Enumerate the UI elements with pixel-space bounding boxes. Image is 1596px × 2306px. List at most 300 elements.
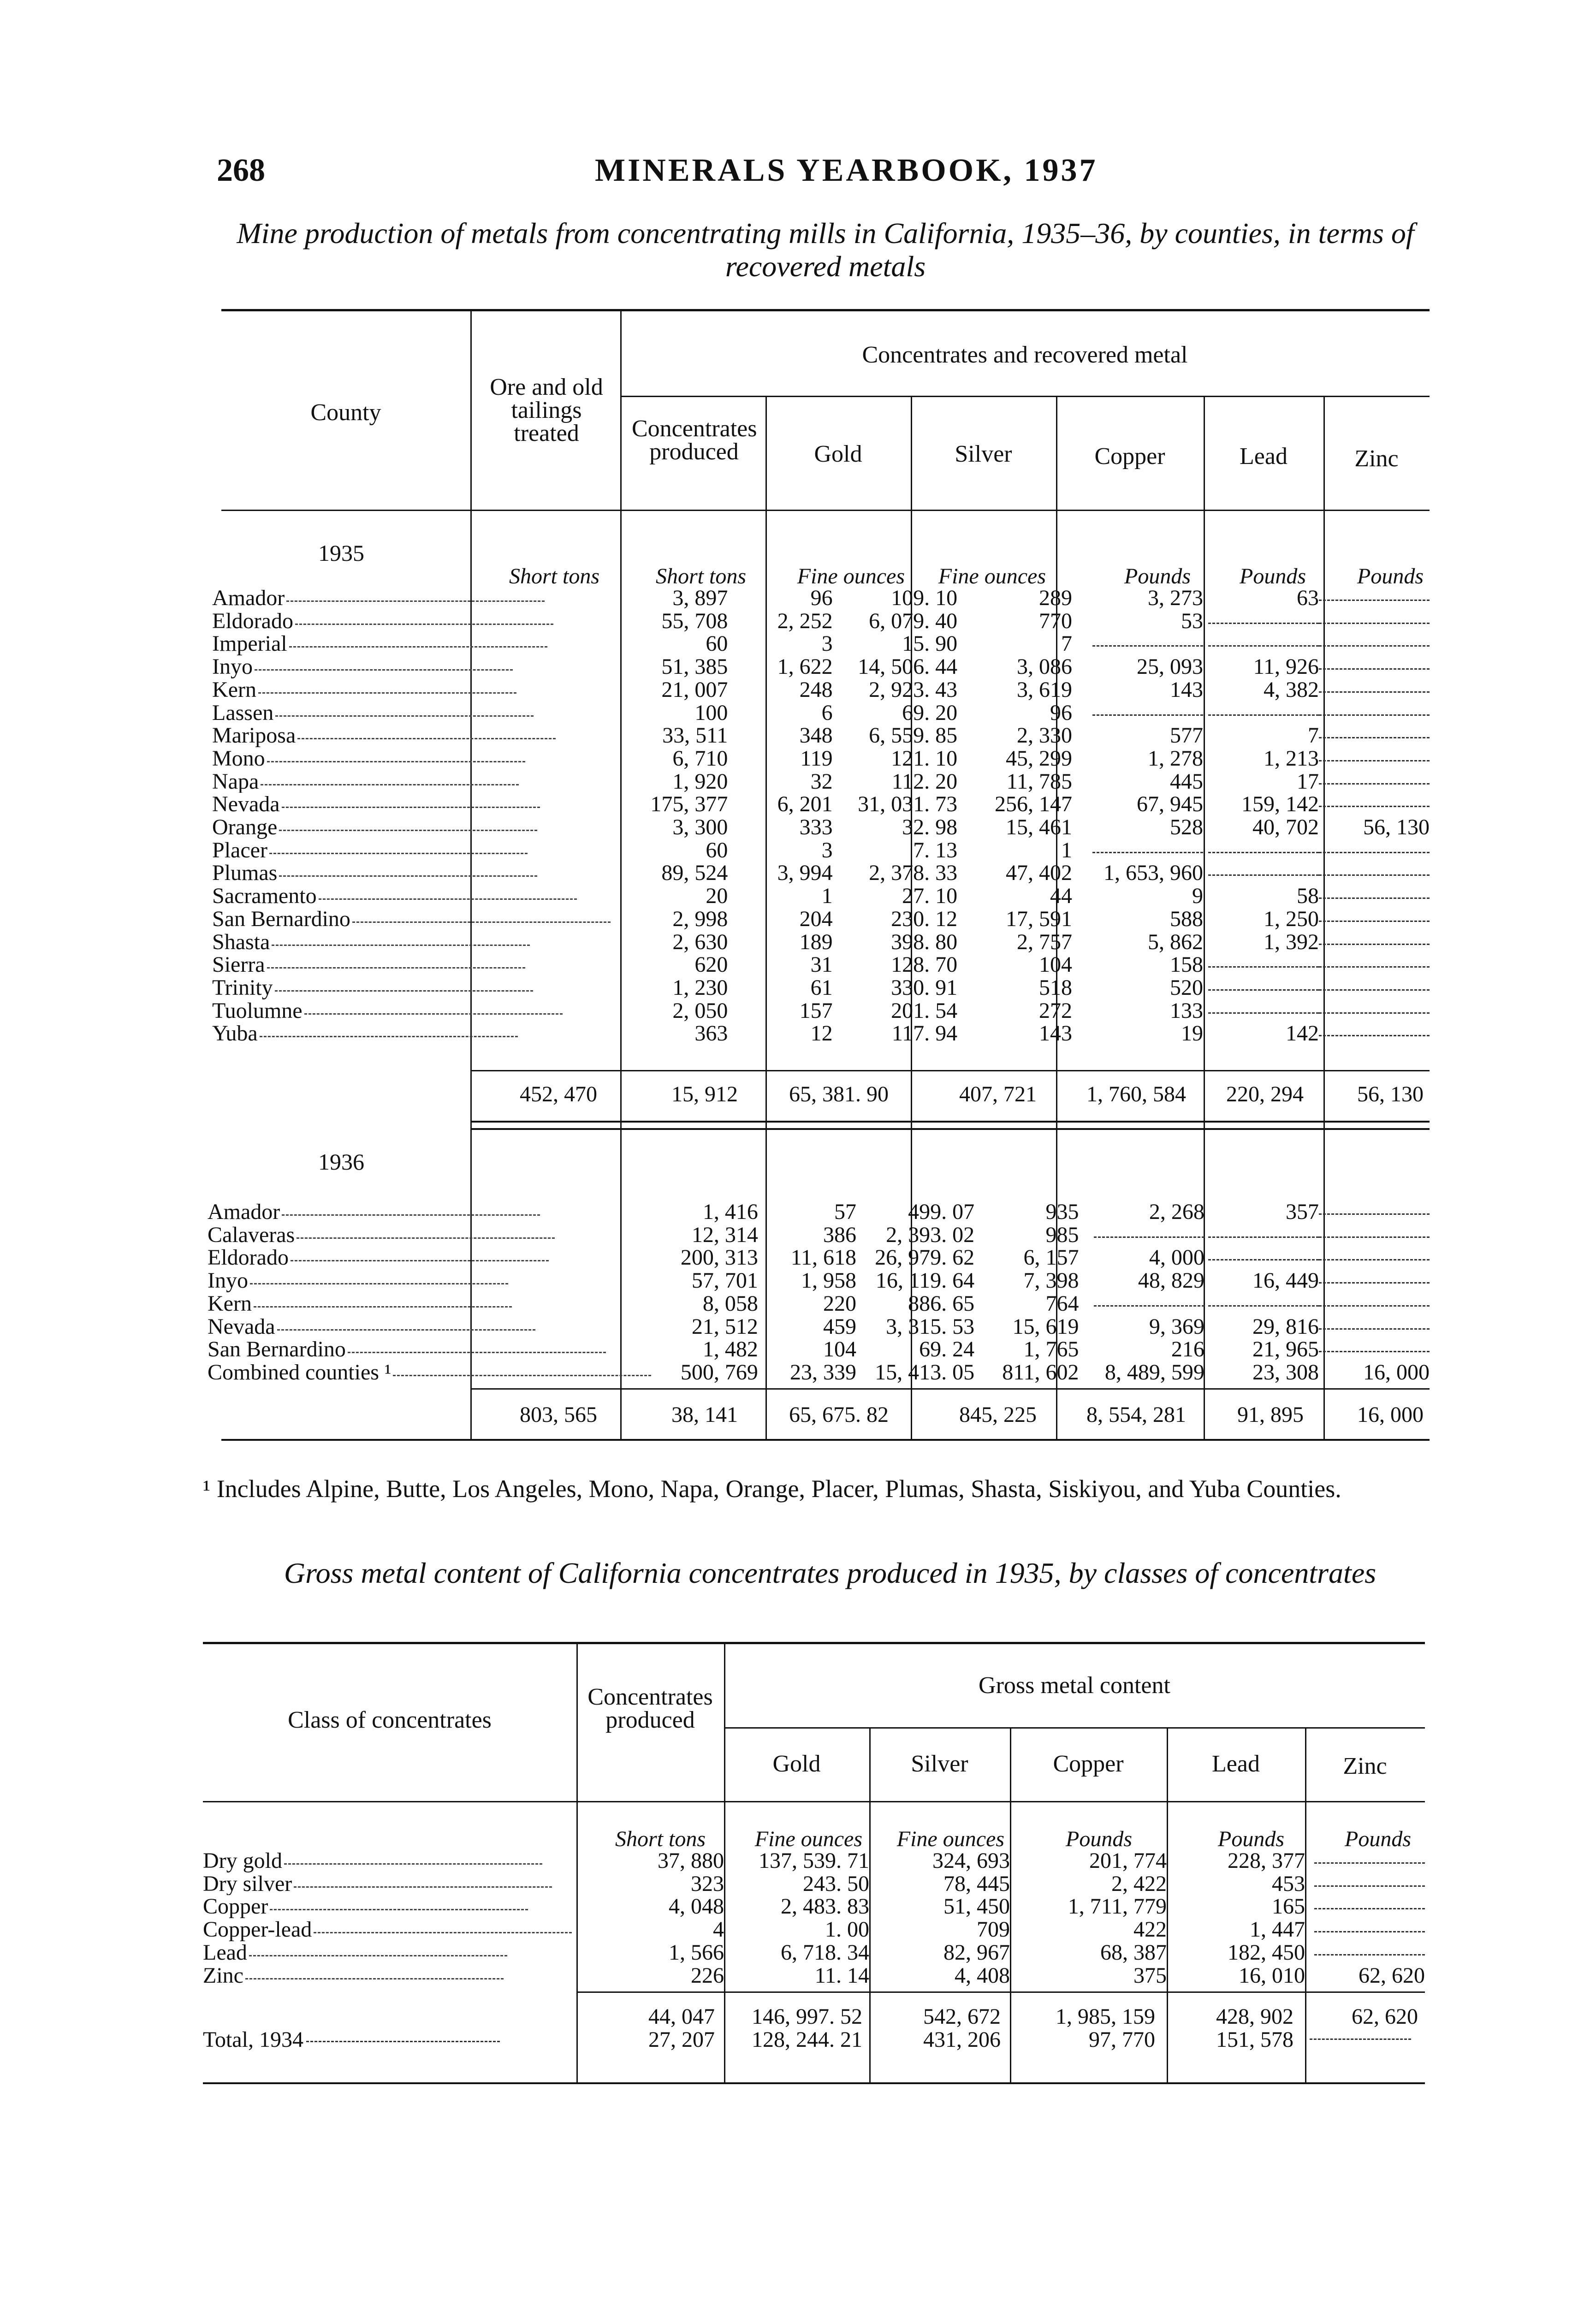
cell-copper: 2, 422 bbox=[1111, 1872, 1167, 1896]
cell-zinc bbox=[1319, 999, 1430, 1022]
cell-silver: 15, 619 bbox=[1012, 1315, 1079, 1338]
leader-dots bbox=[279, 862, 537, 877]
table-row bbox=[212, 816, 1430, 839]
cell-lead bbox=[1203, 976, 1319, 999]
empty-dash bbox=[1319, 747, 1430, 761]
cell-lead: 182, 450 bbox=[1228, 1941, 1305, 1964]
cell-silver: 104 bbox=[1038, 953, 1072, 976]
empty-dash bbox=[1319, 931, 1430, 945]
cell-copper: 1, 711, 779 bbox=[1068, 1895, 1167, 1919]
table-row bbox=[212, 610, 1430, 633]
leader-dots bbox=[319, 885, 577, 900]
cell-silver: 935 bbox=[1045, 1201, 1079, 1224]
cell-gold: 398. 80 bbox=[891, 930, 958, 954]
table2-header-rule bbox=[203, 1801, 1425, 1802]
empty-dash bbox=[1319, 1338, 1430, 1352]
table1-double-rule-b bbox=[470, 1128, 1430, 1130]
row-label bbox=[212, 610, 611, 633]
empty-dash bbox=[1319, 908, 1430, 922]
row-label bbox=[212, 655, 611, 678]
table-row bbox=[212, 1022, 1430, 1045]
empty-dash bbox=[1319, 678, 1430, 693]
cell-conc: 6 bbox=[821, 701, 833, 725]
cell-conc: 119 bbox=[800, 747, 833, 770]
empty-dash bbox=[1314, 1895, 1425, 1909]
cell-gold: 27. 10 bbox=[902, 885, 958, 908]
cell-conc: 96 bbox=[810, 587, 833, 610]
table2-unit-zinc: Pounds bbox=[1345, 1827, 1411, 1851]
cell-zinc bbox=[1319, 793, 1430, 816]
year-1936-label: 1936 bbox=[318, 1149, 364, 1175]
leader-dots bbox=[352, 908, 611, 923]
empty-dash bbox=[1208, 862, 1319, 876]
cell-gold: 243. 50 bbox=[803, 1872, 869, 1896]
leader-dots bbox=[282, 793, 540, 808]
empty-dash bbox=[1314, 1872, 1425, 1887]
table-row bbox=[203, 1964, 1425, 1987]
cell-conc: 11, 618 bbox=[790, 1246, 857, 1270]
cell-conc: 348 bbox=[799, 724, 833, 747]
table2-caption: Gross metal content of California concentrates produced in 1935, by classes of concentrates bbox=[284, 1557, 1376, 1589]
cell-silver: 45, 299 bbox=[1005, 747, 1072, 770]
cell-gold: 2, 483. 83 bbox=[781, 1895, 869, 1919]
cell-copper: 9 bbox=[1192, 885, 1203, 908]
cell-zinc bbox=[1319, 1315, 1430, 1338]
cell-zinc bbox=[1305, 1849, 1425, 1872]
empty-dash bbox=[1094, 1224, 1204, 1238]
leader-dots bbox=[267, 747, 525, 762]
cell-silver: 518 bbox=[1038, 976, 1072, 999]
cell-zinc bbox=[1319, 724, 1430, 747]
row-label-text: San Bernardino bbox=[208, 1338, 346, 1361]
row-label bbox=[212, 839, 611, 862]
empty-dash bbox=[1092, 701, 1203, 716]
table-row bbox=[203, 1872, 1425, 1896]
cell-silver: 47, 402 bbox=[1005, 862, 1072, 885]
row-label-text: Inyo bbox=[208, 1269, 248, 1292]
row-label bbox=[212, 770, 611, 793]
total-1935-zinc: 56, 130 bbox=[1357, 1082, 1424, 1106]
row-label bbox=[212, 678, 611, 701]
row-label bbox=[208, 1246, 651, 1269]
cell-conc: 3 bbox=[821, 632, 833, 656]
table-row bbox=[212, 953, 1430, 976]
cell-zinc bbox=[1319, 770, 1430, 793]
leader-dots bbox=[270, 1895, 528, 1910]
cell-gold: 69. 20 bbox=[902, 701, 958, 725]
cell-lead: 63 bbox=[1296, 587, 1319, 610]
cell-ore: 2, 050 bbox=[672, 999, 728, 1022]
cell-conc: 3 bbox=[821, 838, 833, 862]
cell-lead: 23, 308 bbox=[1252, 1361, 1319, 1384]
cell-zinc bbox=[1319, 839, 1430, 862]
total-1935-silver: 407, 721 bbox=[959, 1082, 1037, 1106]
cell-silver: 78, 445 bbox=[943, 1872, 1010, 1896]
row-label bbox=[212, 701, 611, 725]
cell-conc: 459 bbox=[823, 1315, 857, 1338]
table-row bbox=[212, 908, 1430, 931]
cell-lead bbox=[1204, 1292, 1319, 1315]
cell-copper: 53 bbox=[1181, 609, 1203, 633]
col-lead-header: Lead bbox=[1240, 443, 1287, 470]
cell-ore: 12, 314 bbox=[691, 1223, 758, 1247]
cell-gold: 14, 506. 44 bbox=[858, 655, 958, 678]
cell-conc: 248 bbox=[799, 678, 833, 701]
cell-conc: 57 bbox=[834, 1201, 857, 1224]
unit-ore: Short tons bbox=[509, 564, 599, 588]
cell-gold: 121. 10 bbox=[891, 747, 958, 770]
table1-group-rule bbox=[620, 396, 1430, 397]
total-1935-lead: 220, 294 bbox=[1226, 1082, 1304, 1106]
row-label-text: Sierra bbox=[212, 953, 265, 976]
col-ore-header: Ore and old tailings treated bbox=[490, 374, 603, 446]
cell-zinc bbox=[1305, 1941, 1425, 1964]
cell-silver: 3, 619 bbox=[1016, 678, 1072, 701]
row-label-text: Nevada bbox=[208, 1315, 275, 1338]
total-1934-copper: 97, 770 bbox=[1089, 2027, 1155, 2052]
table2-total-rule bbox=[576, 1991, 1425, 1993]
empty-dash bbox=[1208, 976, 1319, 991]
empty-dash bbox=[1319, 770, 1430, 785]
cell-gold: 3, 315. 53 bbox=[886, 1315, 975, 1338]
cell-copper bbox=[1072, 632, 1203, 655]
cell-ore: 21, 007 bbox=[661, 678, 728, 701]
row-label-text: Eldorado bbox=[208, 1246, 289, 1270]
row-label bbox=[203, 1964, 576, 1987]
cell-zinc bbox=[1319, 908, 1430, 931]
row-label-text: Dry gold bbox=[203, 1849, 282, 1872]
cell-zinc bbox=[1319, 953, 1430, 976]
table2-col-silver-header: Silver bbox=[911, 1751, 968, 1777]
table1-top-rule bbox=[221, 309, 1430, 311]
cell-conc: 31 bbox=[810, 953, 833, 976]
cell-lead: 16, 449 bbox=[1252, 1269, 1319, 1292]
cell-copper: 158 bbox=[1169, 953, 1203, 976]
table1-1935-body bbox=[212, 587, 1430, 1045]
unit-zinc: Pounds bbox=[1357, 564, 1424, 588]
cell-conc: 12 bbox=[810, 1022, 833, 1046]
empty-dash bbox=[1319, 793, 1430, 807]
empty-dash bbox=[1319, 1022, 1430, 1036]
empty-dash bbox=[1319, 632, 1430, 647]
total-1934-concentrates: 27, 207 bbox=[648, 2027, 715, 2052]
cell-ore: 200, 313 bbox=[680, 1246, 758, 1270]
cell-copper: 520 bbox=[1169, 976, 1203, 999]
cell-silver: 1 bbox=[1061, 838, 1072, 862]
row-label-text: Eldorado bbox=[212, 609, 293, 633]
cell-silver: 96 bbox=[1050, 701, 1072, 725]
leader-dots bbox=[275, 701, 534, 717]
cell-silver: 51, 450 bbox=[943, 1895, 1010, 1919]
cell-zinc: 56, 130 bbox=[1363, 816, 1430, 839]
cell-copper: 1, 653, 960 bbox=[1103, 862, 1203, 885]
total-1936-zinc: 16, 000 bbox=[1357, 1403, 1424, 1427]
cell-copper: 9, 369 bbox=[1149, 1315, 1204, 1338]
empty-dash bbox=[1319, 701, 1430, 716]
cell-copper: 143 bbox=[1169, 678, 1203, 701]
cell-gold: 128. 70 bbox=[891, 953, 958, 976]
cell-lead: 40, 702 bbox=[1252, 816, 1319, 839]
cell-silver: 985 bbox=[1045, 1223, 1079, 1247]
table-row bbox=[212, 678, 1430, 701]
table2-total-lead: 428, 902 bbox=[1216, 2004, 1293, 2029]
table-row bbox=[208, 1224, 1430, 1247]
table-row bbox=[203, 1941, 1425, 1964]
empty-dash bbox=[1319, 1315, 1430, 1330]
cell-zinc bbox=[1319, 1269, 1430, 1292]
row-label bbox=[212, 632, 611, 655]
cell-lead: 4, 382 bbox=[1263, 678, 1319, 701]
cell-copper bbox=[1072, 701, 1203, 725]
cell-conc: 1, 958 bbox=[801, 1269, 857, 1292]
cell-silver: 2, 757 bbox=[1016, 930, 1072, 954]
cell-gold: 32. 98 bbox=[902, 816, 958, 839]
row-label-text: Zinc bbox=[203, 1964, 243, 1987]
cell-lead bbox=[1203, 610, 1319, 633]
table2-total-silver: 542, 672 bbox=[923, 2004, 1001, 2029]
table2-total-zinc: 62, 620 bbox=[1352, 2004, 1418, 2029]
table1-total1935-rule bbox=[470, 1070, 1430, 1071]
table-row bbox=[203, 1849, 1425, 1872]
table-row bbox=[208, 1246, 1430, 1269]
row-label bbox=[212, 747, 611, 770]
cell-lead: 7 bbox=[1307, 724, 1319, 747]
empty-dash bbox=[1319, 885, 1430, 899]
cell-ore: 100 bbox=[694, 701, 728, 725]
cell-copper: 19 bbox=[1181, 1022, 1203, 1046]
row-label bbox=[212, 976, 611, 999]
cell-ore: 363 bbox=[694, 1022, 728, 1046]
cell-gold: 109. 10 bbox=[891, 587, 958, 610]
total-1936-copper: 8, 554, 281 bbox=[1086, 1403, 1186, 1427]
cell-zinc bbox=[1319, 862, 1430, 885]
table2-unit-lead: Pounds bbox=[1218, 1827, 1284, 1851]
total-1934-gold: 128, 244. 21 bbox=[752, 2027, 862, 2052]
table-row bbox=[212, 885, 1430, 908]
cell-copper bbox=[1079, 1292, 1204, 1315]
table2-col-concentrates-header: Concentrates produced bbox=[587, 1684, 713, 1733]
cell-gold: 6, 559. 85 bbox=[869, 724, 958, 747]
table2-body bbox=[203, 1849, 1425, 1987]
cell-copper: 67, 945 bbox=[1136, 793, 1203, 816]
col-county-header: County bbox=[310, 399, 381, 426]
table-row bbox=[208, 1201, 1430, 1224]
cell-zinc bbox=[1319, 1022, 1430, 1045]
row-label-text: Kern bbox=[208, 1292, 252, 1315]
empty-dash bbox=[1314, 1918, 1425, 1932]
row-label bbox=[212, 816, 611, 839]
cell-silver: 143 bbox=[1038, 1022, 1072, 1046]
empty-dash bbox=[1314, 1849, 1425, 1864]
cell-ore: 60 bbox=[706, 632, 728, 656]
row-label bbox=[212, 999, 611, 1022]
row-label bbox=[203, 1941, 576, 1964]
cell-zinc bbox=[1319, 747, 1430, 770]
leader-dots bbox=[393, 1361, 651, 1376]
table-row bbox=[212, 862, 1430, 885]
table2-unit-silver: Fine ounces bbox=[896, 1827, 1004, 1851]
cell-lead: 165 bbox=[1272, 1895, 1305, 1919]
cell-gold: 15. 90 bbox=[902, 632, 958, 656]
cell-copper: 201, 774 bbox=[1089, 1849, 1167, 1872]
cell-silver: 82, 967 bbox=[943, 1941, 1010, 1964]
cell-silver: 3, 086 bbox=[1016, 655, 1072, 678]
cell-copper bbox=[1072, 839, 1203, 862]
empty-dash bbox=[1319, 1269, 1430, 1284]
empty-dash bbox=[1319, 587, 1430, 601]
cell-lead bbox=[1203, 953, 1319, 976]
year-1935-label: 1935 bbox=[318, 540, 364, 566]
cell-lead bbox=[1204, 1224, 1319, 1247]
cell-zinc bbox=[1305, 1895, 1425, 1918]
cell-zinc bbox=[1319, 610, 1430, 633]
table-row bbox=[212, 770, 1430, 793]
cell-ore: 8, 058 bbox=[702, 1292, 758, 1315]
empty-dash bbox=[1208, 1292, 1319, 1307]
cell-copper: 1, 278 bbox=[1147, 747, 1203, 770]
cell-lead: 11, 926 bbox=[1253, 655, 1319, 678]
empty-dash bbox=[1092, 632, 1203, 647]
col-class-header: Class of concentrates bbox=[288, 1707, 492, 1733]
cell-silver: 272 bbox=[1038, 999, 1072, 1022]
cell-zinc bbox=[1319, 1338, 1430, 1361]
cell-conc: 4 bbox=[713, 1918, 724, 1941]
empty-dash bbox=[1319, 1292, 1430, 1307]
row-label-text: Mariposa bbox=[212, 724, 296, 747]
cell-silver: 7 bbox=[1061, 632, 1072, 656]
cell-zinc bbox=[1319, 632, 1430, 655]
empty-dash bbox=[1319, 976, 1430, 991]
table1-1936-body bbox=[208, 1201, 1430, 1384]
cell-lead: 228, 377 bbox=[1228, 1849, 1305, 1872]
empty-dash bbox=[1208, 632, 1319, 647]
empty-dash bbox=[1319, 839, 1430, 853]
cell-conc: 32 bbox=[810, 770, 833, 793]
cell-silver: 7, 398 bbox=[1023, 1269, 1079, 1292]
cell-silver: 289 bbox=[1038, 587, 1072, 610]
empty-dash bbox=[1319, 1246, 1430, 1260]
cell-conc: 1 bbox=[821, 885, 833, 908]
cell-lead bbox=[1203, 632, 1319, 655]
row-label bbox=[212, 862, 611, 885]
cell-lead: 357 bbox=[1285, 1201, 1319, 1224]
cell-conc: 4, 048 bbox=[669, 1895, 724, 1919]
row-label bbox=[212, 953, 611, 976]
cell-gold: 499. 07 bbox=[908, 1201, 975, 1224]
cell-gold: 112. 20 bbox=[891, 770, 958, 793]
cell-lead bbox=[1204, 1246, 1319, 1269]
cell-gold: 31, 031. 73 bbox=[858, 793, 958, 816]
cell-lead: 159, 142 bbox=[1241, 793, 1319, 816]
col-gold-header: Gold bbox=[814, 441, 862, 467]
leader-dots bbox=[261, 770, 519, 785]
unit-concentrates: Short tons bbox=[655, 564, 746, 588]
cell-gold: 6, 079. 40 bbox=[869, 609, 958, 633]
table1-header-rule bbox=[221, 510, 1430, 511]
row-label bbox=[208, 1315, 651, 1338]
leader-dots bbox=[295, 610, 553, 625]
concentrates-group-header: Concentrates and recovered metal bbox=[862, 342, 1188, 368]
unit-copper: Pounds bbox=[1124, 564, 1191, 588]
total-1936-ore: 803, 565 bbox=[520, 1403, 597, 1427]
cell-lead bbox=[1203, 701, 1319, 725]
empty-dash bbox=[1319, 1201, 1430, 1215]
cell-silver: 324, 693 bbox=[932, 1849, 1010, 1872]
leader-dots bbox=[255, 655, 513, 671]
leader-dots bbox=[272, 931, 530, 946]
table-row bbox=[212, 976, 1430, 999]
cell-ore: 1, 920 bbox=[672, 770, 728, 793]
cell-ore: 20 bbox=[706, 885, 728, 908]
table1-double-rule-a bbox=[470, 1121, 1430, 1123]
leader-dots bbox=[304, 999, 563, 1015]
cell-copper: 4, 000 bbox=[1149, 1246, 1204, 1270]
cell-ore: 2, 630 bbox=[672, 930, 728, 954]
col-copper-header: Copper bbox=[1094, 443, 1165, 470]
empty-dash bbox=[1208, 1224, 1319, 1238]
row-label-text: Imperial bbox=[212, 632, 287, 656]
cell-ore: 60 bbox=[706, 838, 728, 862]
cell-conc: 23, 339 bbox=[790, 1361, 857, 1384]
row-label-text: Dry silver bbox=[203, 1872, 292, 1896]
cell-zinc: 16, 000 bbox=[1363, 1361, 1430, 1384]
leader-dots bbox=[249, 1941, 507, 1956]
total-1936-lead: 91, 895 bbox=[1237, 1403, 1304, 1427]
leader-dots bbox=[291, 1246, 549, 1261]
unit-gold: Fine ounces bbox=[797, 564, 905, 588]
cell-gold: 1. 00 bbox=[825, 1918, 869, 1941]
cell-conc: 323 bbox=[691, 1872, 724, 1896]
row-label-text: Trinity bbox=[212, 976, 273, 999]
empty-dash bbox=[1208, 701, 1319, 716]
table-row bbox=[212, 587, 1430, 610]
cell-ore: 175, 377 bbox=[650, 793, 728, 816]
table2-unit-copper: Pounds bbox=[1066, 1827, 1132, 1851]
leader-dots bbox=[348, 1338, 606, 1353]
leader-dots bbox=[289, 632, 547, 648]
cell-conc: 189 bbox=[799, 930, 833, 954]
empty-dash bbox=[1314, 1941, 1425, 1955]
total-1935-ore: 452, 470 bbox=[520, 1082, 597, 1106]
cell-copper: 422 bbox=[1133, 1918, 1167, 1941]
running-title: MINERALS YEARBOOK, 1937 bbox=[595, 153, 1098, 188]
cell-copper: 216 bbox=[1171, 1338, 1204, 1361]
cell-copper: 588 bbox=[1169, 907, 1203, 931]
cell-conc: 6, 201 bbox=[777, 793, 833, 816]
empty-dash bbox=[1319, 724, 1430, 738]
cell-copper: 133 bbox=[1169, 999, 1203, 1022]
cell-zinc bbox=[1319, 1292, 1430, 1315]
table-row bbox=[208, 1269, 1430, 1292]
cell-gold: 230. 12 bbox=[891, 907, 958, 931]
row-label bbox=[212, 724, 611, 747]
cell-gold: 15, 413. 05 bbox=[875, 1361, 975, 1384]
row-label bbox=[212, 931, 611, 954]
cell-silver: 811, 602 bbox=[1002, 1361, 1079, 1384]
cell-gold: 16, 119. 64 bbox=[875, 1269, 975, 1292]
empty-dash bbox=[1319, 999, 1430, 1014]
row-label-text: Orange bbox=[212, 816, 278, 839]
cell-ore: 1, 230 bbox=[672, 976, 728, 999]
cell-ore: 55, 708 bbox=[661, 609, 728, 633]
row-label-text: Tuolumne bbox=[212, 999, 303, 1022]
cell-conc: 1, 566 bbox=[669, 1941, 724, 1964]
empty-dash bbox=[1208, 839, 1319, 853]
cell-lead: 1, 213 bbox=[1263, 747, 1319, 770]
unit-silver: Fine ounces bbox=[938, 564, 1046, 588]
table-row bbox=[212, 747, 1430, 770]
cell-ore: 57, 701 bbox=[691, 1269, 758, 1292]
